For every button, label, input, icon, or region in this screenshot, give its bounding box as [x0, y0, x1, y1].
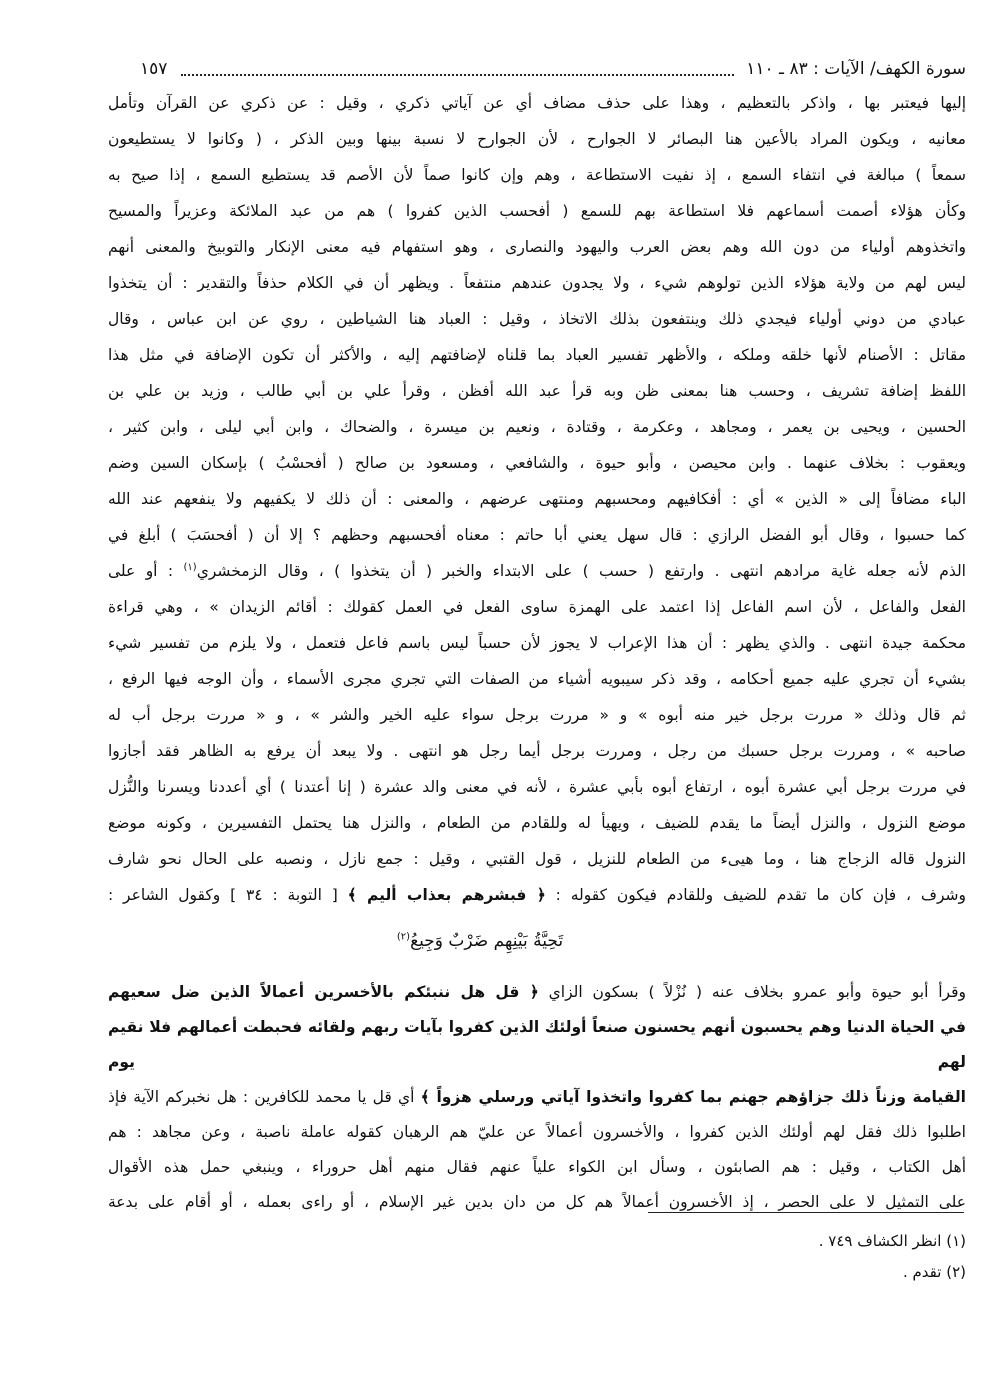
running-header — [140, 54, 966, 84]
text-segment: : أو على — [108, 562, 174, 580]
text-line: ثم قال وذلك « مررت برجل خير منه أبوه » و « مررت برجل سواء عليه الخير والشر » ، و « مررت برجل أب له — [108, 706, 966, 724]
verse-text: تَحِيَّةُ بَيْنِهِم ضَرْبٌ وَجِيعُ — [410, 931, 564, 951]
text-line: سمعاً ) مبالغة في انتفاء السمع ، إذ نفيت الاستطاعة ، وهم وإن كانوا صماً لأن الأصم قد يستطيع السمع ، إذا صيح به — [108, 166, 966, 184]
poetry-verse — [100, 918, 860, 964]
text-line: كما حسبوا ، وقال أبو الفضل الرازي : قال سهل يعني أبا حاتم : معناه أفحسبهم وحظهم ؟ إلا أن ( أفحسَبَ ) أبلغ في — [108, 526, 966, 544]
quran-quote: ﴿ فبشرهم بعذاب أليم ﴾ — [347, 886, 546, 904]
footnote-divider — [648, 1212, 964, 1213]
footnote-text: تقدم . — [902, 1263, 942, 1281]
text-segment: [ التوبة : ٣٤ ] وكقول الشاعر : — [108, 886, 338, 904]
text-segment: وشرف ، فإن كان ما تقدم للضيف وللقادم فيكون كقوله : — [555, 886, 966, 904]
text-line: الباء مضافاً إلى « الذين » أي : أفكافيهم ومحسبهم ومنتهى عرضهم ، والمعنى : أن ذلك لا يكفيهم ولا ينفعهم عند الله — [108, 490, 966, 508]
footnote — [108, 1257, 966, 1288]
quran-quote-line: في الحياة الدنيا وهم يحسبون أنهم يحسنون صنعاً أولئك الذين كفروا بآيات ربهم ولقائه فحبطت أعمالهم فلا نقيم لهم يوم — [108, 1018, 966, 1071]
text-line: وكأن هؤلاء أصمت أسماعهم فلا استطاعة بهم للسمع ( أفحسب الذين كفروا ) هم من عبد الملائكة وعزيراً والمسيح — [108, 202, 966, 220]
text-line: بشيء أن تجري عليه جميع أحكامه ، وقد ذكر سيبويه أشياء من الصفات التي تجري مجرى الأسماء ، وأن الوجه فيها الرفع ، — [108, 670, 966, 688]
text-line: مقاتل : الأصنام لأنها خلقه وملكه ، والأظهر تفسير العباد بما قلناه لإضافتهم إليه ، والأكثر أن تكون الإضافة في مثل هذا — [108, 346, 966, 364]
text-segment: وقرأ أبو حيوة وأبو عمرو بخلاف عنه ( نُزْلاً ) بسكون الزاي — [548, 983, 966, 1001]
text-line: عبادي من دوني أولياء فيجدي ذلك وينتفعون بذلك الاتخاذ ، وقيل : العباد هنا الشياطين ، روي عن ابن عباس ، وقال — [108, 310, 966, 328]
text-line — [108, 877, 966, 913]
text-line: ليس لهم من ولاية هؤلاء الذين تولوهم شيء ، ولا يجدون عندهم منتفعاً . ويظهر أن في الكلام حذفاً والتقدير : أن يتخذوا — [108, 274, 966, 292]
quran-quote: ﴿ قل هل ننبئكم بالأخسرين أعمالاً الذين ضل سعيهم — [108, 983, 539, 1001]
text-line: النزول قاله الزجاج هنا ، وما هيىء من الطعام للنزيل ، قول القتبي ، وقيل : جمع نازل ، ونصبه على الحال نحو شارف — [108, 850, 966, 868]
dotted-leader — [181, 74, 734, 76]
running-title: سورة الكهف/ الآيات : ٨٣ ـ ١١٠ — [746, 59, 966, 79]
text-line: محكمة جيدة انتهى . والذي يظهر : أن هذا الإعراب لا يجوز لأن حسباً ليس باسم فاعل فتعمل ، ولا يلزم من تفسير شيء — [108, 634, 966, 652]
text-line: معانيه ، ويكون المراد بالأعين هنا البصائر لا الجوارح ، لأن الجوارح لا نسبة بينها وبين الذكر ، ( وكانوا لا يستطيعون — [108, 130, 966, 148]
text-line — [108, 553, 966, 589]
text-line: صاحبه » ، ومررت برجل حسبك من رجل ، ومررت برجل أيما رجل هو انتهى . ولا يبعد أن يرفع به الظاهر فقد أجازوا — [108, 742, 966, 760]
footnotes — [108, 1226, 966, 1288]
footnote-reference: (١) — [183, 561, 197, 573]
text-line — [108, 975, 966, 1010]
text-segment: أي قل يا محمد للكافرين : هل نخبركم الآية فإذ — [108, 1088, 415, 1106]
text-line: الفعل والفاعل ، لأن اسم الفاعل إذا اعتمد على الهمزة ساوى الفعل في العمل كقولك : أقائم الزيدان » ، وهي قراءة — [108, 598, 966, 616]
text-line — [108, 1080, 966, 1115]
text-segment: الذم لأنه جعله غاية مرادهم انتهى . وارتفع ( حسب ) على الابتداء والخبر ( أن يتخذوا ) ، وقال الزمخشري — [196, 562, 966, 580]
text-line: أهل الكتاب ، وقيل : هم الصابئون ، وسأل ابن الكواء علياً عنهم فقال منهم أهل حروراء ، وينبغي حمل هذه الأقوال — [108, 1158, 966, 1176]
text-line: الحسين ، ويحيى بن يعمر ، ومجاهد ، وعكرمة ، وقتادة ، ونعيم بن ميسرة ، والضحاك ، وابن أبي ليلى ، وابن كثير ، — [108, 418, 966, 436]
tafsir-text-block — [108, 975, 966, 1220]
text-line: موضع النزول ، والنزل أيضاً ما يقدم للضيف ، ويهيأ له وللقادم من الطعام ، والنزل هنا يحتمل التفسيرين ، وكونه موضع — [108, 814, 966, 832]
page-number: ١٥٧ — [140, 59, 168, 79]
footnote-reference: (٢) — [396, 931, 411, 943]
text-line: اللفظ إضافة تشريف ، وحسب هنا بمعنى ظن وبه قرأ عبد الله أفظن ، وقرأ علي بن أبي طالب ، وزيد بن علي بن — [108, 382, 966, 400]
text-line: واتخذوهم أولياء من دون الله وهم بعض العرب واليهود والنصارى ، وهو استفهام فيه معنى الإنكار والتوبيخ والمعنى أنهم — [108, 238, 966, 256]
text-line: في مررت برجل أبي عشرة أبوه ، ارتفاع أبوه بأبي عشرة ، لأنه في معنى والد عشرة ( إنا أعتدنا ) أي أعددنا ويسرنا والنُّزل — [108, 778, 966, 796]
footnote-text: انظر الكشاف ٧٤٩ . — [818, 1232, 942, 1250]
quran-quote: القيامة وزناً ذلك جزاؤهم جهنم بما كفروا واتخذوا آياتي ورسلي هزواً ﴾ — [420, 1088, 966, 1106]
text-line: إليها فيعتبر بها ، واذكر بالتعظيم ، وهذا على حذف مضاف أي عن آياتي ذكري ، وقيل : عن ذكري عن القرآن وتأمل — [108, 94, 966, 112]
main-text-block — [108, 85, 966, 913]
text-line: ويعقوب : بخلاف عنهما . وابن محيصن ، وأبو حيوة ، والشافعي ، ومسعود بن صالح ( أفحسْبُ ) بإسكان السين وضم — [108, 454, 966, 472]
footnote-marker: (١) — [946, 1232, 966, 1250]
text-line: على التمثيل لا على الحصر ، إذ الأخسرون أعمالاً هم كل من دان بدين غير الإسلام ، أو راءى بعمله ، أو أقام على بدعة — [108, 1193, 966, 1211]
text-line: اطلبوا ذلك فقل لهم أولئك الذين كفروا ، والأخسرون أعمالاً عن عليّ هم الرهبان كقوله عاملة ناصبة ، وعن مجاهد : هم — [108, 1123, 966, 1141]
footnote — [108, 1226, 966, 1257]
footnote-marker: (٢) — [946, 1263, 966, 1281]
